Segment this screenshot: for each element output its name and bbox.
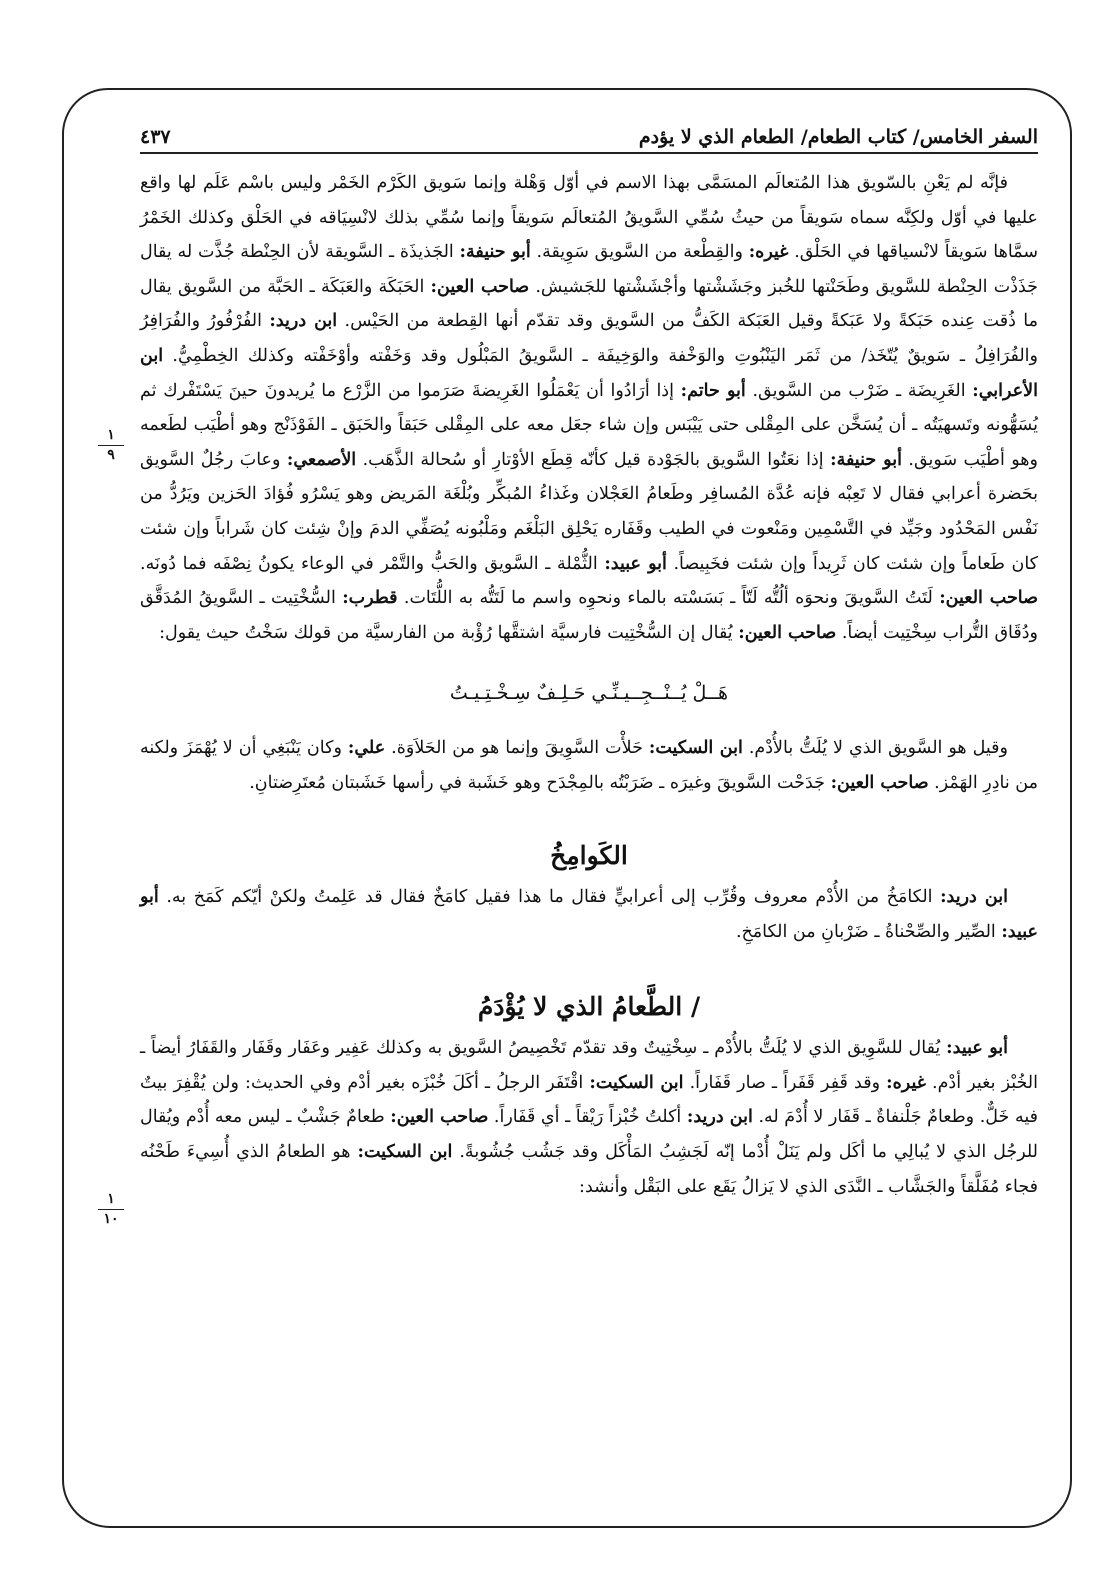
source-name: ابن دريد:	[686, 1107, 753, 1128]
manuscript-folio-marker: ١ ١٠	[96, 1192, 126, 1227]
source-name: قطرب:	[342, 588, 398, 609]
source-name: الأصمعي:	[286, 449, 357, 470]
source-name: أبو حاتم:	[680, 380, 746, 401]
paragraph-unseasoned-food: أبو عبيد: يُقال للسَّوِيق الذي لا يُلَتُّ بالأُدْم ـ سِخْتِيتٌ وقد تقدّم تَخْصِيصُ السَّويق به وكذلك عَفِير وعَفَار وقَفَار والقَفَارُ أيضاً ـ الخُبْز بغير أدْم. غيره: وقد قَفِر قَفَراً ـ صار قَفَاراً. ابن السكيت: اقْتَفَر الرجلُ ـ أكَلَ خُبْزَه بغير أدْم وفي الحديث: ولن يُقْفِرَ بيتٌ فيه خَلٌّ. وطعامٌ جَلْنفاةٌ ـ قَفَار لا أُدْمَ له. ابن دريد: أكلتُ خُبْزاً رَيْقاً ـ أي قَفَاراً. صاحب العين: طعامٌ جَشْبٌ ـ ليس معه أُدْم ويُقال للرجُل الذي لا يُبالِي ما أكَل ولم يَنَلْ أُدْما إنّه لَجَشِبُ المَأْكَل وقد جَشُب جُشُوبةً. ابن السكيت: هو الطعامُ الذي أُسِيءَ طَحْنُه فجاء مُفَلَّقاً والجَشَّاب ـ النَّدَى الذي لا يَزالُ يَقَع على البَقْل وأنشد:	[140, 1038, 1038, 1197]
source-name: غيره:	[748, 242, 789, 263]
source-name: ابن دريد:	[940, 887, 1008, 908]
source-name: صاحب العين:	[738, 622, 837, 643]
source-name: ابن السكيت:	[589, 1072, 684, 1093]
paragraph-sawiq: فإنَّه لم يَعْنِ بالسّويق هذا المُتعالَم المسَمَّى بهذا الاسم في أوّل وَهْلة وإنما سَويق الكَرْم الخَمْر وليس باسْم عَلَم لها واقع عليها في أوّل ولكِنَّه سماه سَويقاً من حيثُ سُمِّي السَّويقُ المُتعالَم سَويقاً وإنما سُمِّي بذلك لانْسِيَاقه في الحَلْق وكذلك الخَمْرُ سمَّاها سَويقاً لانْسياقها في الحَلْق. غيره: والقِطْعة من السَّويق سَوِيقة. أبو حنيفة: الجَذيذَة ـ السَّويقة لأن الحِنْطة جُذَّت له يقال جَذَذْت الحِنْطة للسَّويق وطَحَنْتها للخُبز وجَشَشْتها وأجْشَشْتها للجَشيش. صاحب العين: الحَبَكَة والعَبَكَة ـ الحَبَّة من السَّويق يقال ما ذُقت عِنده حَبَكةً ولا عَبَكةً وقيل العَبَكة الكَفُّ من السَّويق وقد تقدّم أنها القِطعة من الحَيْس. ابن دريد: الفُرْفُورُ والفُرَافِرُ والفُرَافِلُ ـ سَويقٌ يُتّخَذ/ من ثَمَر اليَنْبُوتِ والوَخْفة والوَخِيفَة ـ السَّويقُ المَبْلُول وقد وَخَفْته وأوْخَفْته وكذلك الخِطْمِيُّ. ابن الأعرابي: الغَرِيضَة ـ ضَرْب من السَّويق. أبو حاتم: إذا أرَادُوا أن يَعْمَلُوا الغَرِيضةَ صَرَموا من الزَّرْع ما يُريدونَ حينَ يَسْتَفْرك ثم يُسَهُّونه وتَسهيَتُه ـ أن يُسَخَّن على المِقْلى حتى يَيْبَس وإن شاء جعَل معه على المِقْلى حَبَقاً والحَبَق ـ الفَوْذَنْج وهو أطْيَب لطَعمه وهو أطْيَب سَويق. أبو حنيفة: إذا نعَتُوا السَّويق بالجَوْدة قيل كأنّه قِطَع الأوْتارِ أو سُحالة الذَّهَب. الأصمعي: وعابَ رجُلٌ السَّويق بحَضرة أعرابي فقال لا تَعِبْه فإنه عُدَّة المُسافِر وطَعامُ العَجْلان وغَذاءُ المُبكِّر وبُلْغَة المَريض وهو يَسْرُو فُؤادَ الحَزين ويَرُدُّ من نَفْس المَحْدُود وجَيِّد في التَّسْمِين ومَنْعوت في الطيب وقَفَاره يَحْلِق البَلْغَم ومَلْبُونه يُصَفِّي الدمَ وإنْ شِئت كان شَراباً وإن شئت كان طَعاماً وإن شئت كان ثَرِيداً وإن شئت فخَبِيصاً. أبو عبيد: الثُّمْلة ـ السَّويق والحَبُّ والتَّمْر في الوعاء يكونُ نِصْفَه فما دُونَه. صاحب العين: لَتَتُ السَّويقَ ونحوَه ألُتُّه لَتّاً ـ بَسَسْته بالماء ونحوِه واسم ما لَتَتُّه به اللُّتَات. قطرب: السُّخْتِيت ـ السَّويقُ المُدَقَّق ودُقَاق التُّراب سِخْتِيت أيضاً. صاحب العين: يُقال إن السُّخْتِيت فارسيَّة اشتقَّها رُؤْبة من الفارسيَّة من قولك سَخْتُ حيث يقول:	[140, 173, 1038, 643]
paragraph-kawamikh: ابن دريد: الكامَخُ من الأُدْم معروف وقُرِّب إلى أعرابيٍّ فقال ما هذا فقيل كامَخٌ فقال قد عَلِمتُ ولكنْ أيّكم كَمَخ به. أبو عبيد: الصِّير والصِّحْناةُ ـ ضَرْبانِ من الكامَخِ.	[140, 887, 1038, 942]
source-name: صاحب العين:	[830, 772, 929, 793]
source-name: ابن الأعرابي:	[140, 345, 1038, 401]
section-title-unseasoned-food: / الطَّعامُ الذي لا يُؤْدَمُ	[477, 992, 701, 1022]
source-name: أبو حنيفة:	[830, 449, 902, 470]
source-name: صاحب العين:	[939, 588, 1038, 609]
page-header	[140, 112, 1038, 148]
source-name: علي:	[347, 737, 386, 758]
source-name: أبو حنيفة:	[459, 242, 531, 263]
source-name: أبو عبيد:	[140, 887, 1038, 942]
source-name: ابن السكيت:	[357, 1142, 453, 1163]
source-name: ابن دريد:	[269, 311, 338, 332]
source-name: غيره:	[886, 1072, 926, 1093]
source-name: صاحب العين:	[430, 276, 530, 297]
poetry-verse: هَــلْ يُــنْــجِــيـنِّـي حَـلِـفٌ سِـخْـتِـيـتُ	[449, 682, 729, 705]
paragraph-sawiq-continued: وقيل هو السَّويق الذي لا يُلَتُّ بالأُدْم. ابن السكيت: حَلأْت السَّوِيقَ وإنما هو من الحَلاَوَة. علي: وكان يَنْبَغِي أن لا يُهْمَزَ ولكنه من نادِرِ الهَمْز. صاحب العين: جَدَحْت السَّويقَ وغيرَه ـ ضَرَبْتُه بالمِجْدَح وهو خَشَبة في رأسها خَشَبتان مُعتَرِضتانِ.	[140, 737, 1038, 793]
source-name: ابن السكيت:	[648, 737, 743, 758]
page-body	[140, 166, 1038, 1204]
source-name: أبو عبيد:	[604, 553, 667, 574]
running-title: السفر الخامس/ كتاب الطعام/ الطعام الذي لا يؤدم	[638, 126, 1038, 148]
section-title-kawamikh: الكَوامِخُ	[550, 841, 628, 871]
manuscript-folio-marker: ١ ٩	[96, 428, 126, 463]
header-rule	[140, 152, 1038, 154]
source-name: أبو عبيد:	[946, 1038, 1008, 1059]
source-name: صاحب العين:	[390, 1107, 489, 1128]
page-number: ٤٣٧	[140, 126, 171, 148]
